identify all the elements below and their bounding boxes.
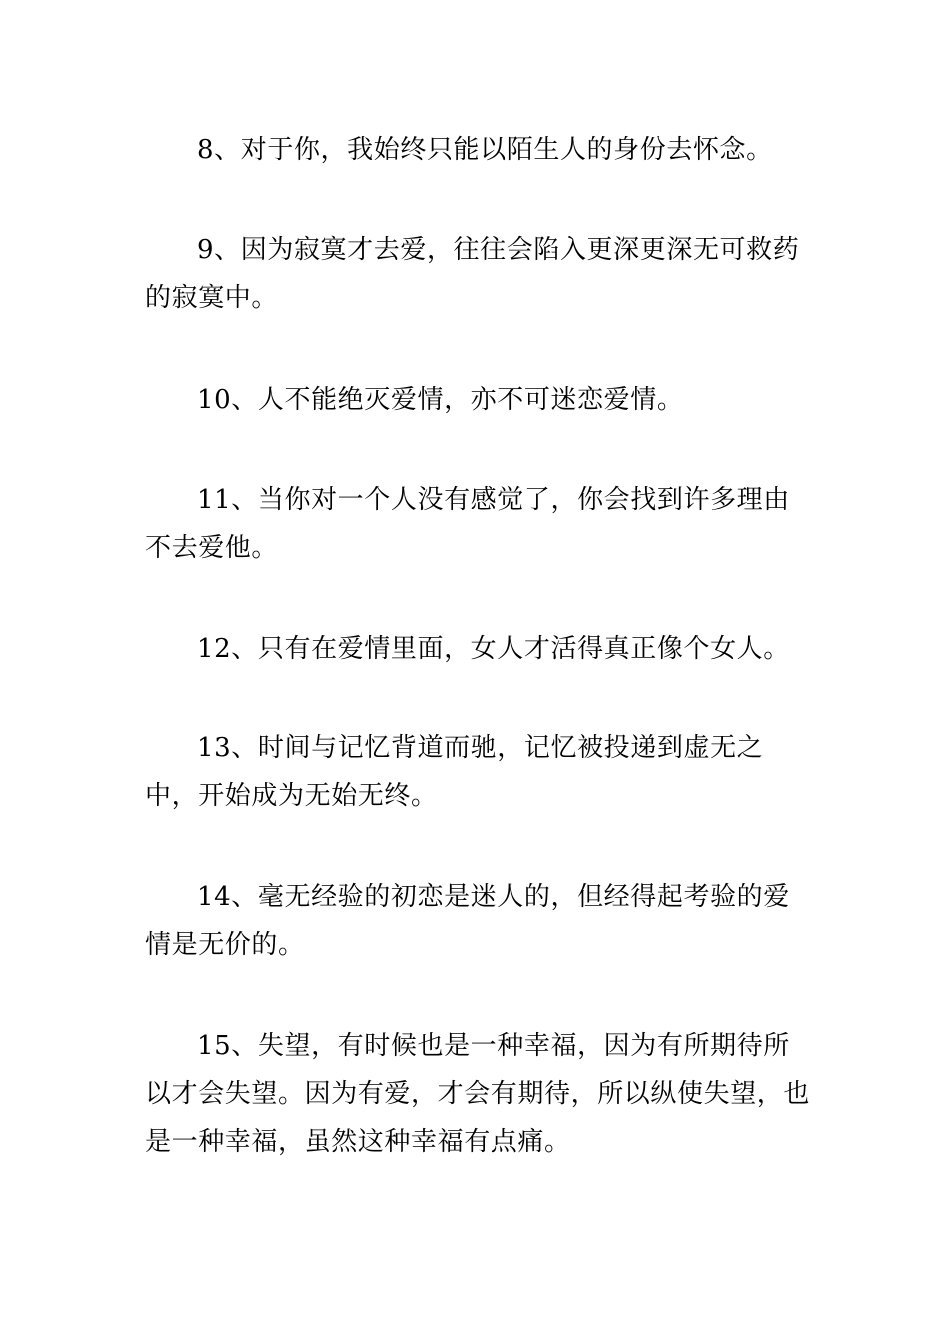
paragraph-item-11: 11、当你对一个人没有感觉了，你会找到许多理由不去爱他。	[145, 485, 790, 563]
paragraph-item-12: 12、只有在爱情里面，女人才活得真正像个女人。	[197, 634, 790, 664]
paragraph-item-8: 8、对于你，我始终只能以陌生人的身份去怀念。	[197, 135, 773, 165]
paragraph-item-13: 13、时间与记忆背道而驰，记忆被投递到虚无之中，开始成为无始无终。	[145, 733, 764, 811]
paragraph-item-15: 15、失望，有时候也是一种幸福，因为有所期待所以才会失望。因为有爱，才会有期待，所以纵使失望，也是一种幸福，虽然这种幸福有点痛。	[145, 1031, 811, 1157]
paragraph-item-10: 10、人不能绝灭爱情，亦不可迷恋爱情。	[197, 385, 684, 415]
paragraph-item-9: 9、因为寂寞才去爱，往往会陷入更深更深无可救药的寂寞中。	[145, 235, 800, 313]
paragraph-item-14: 14、毫无经验的初恋是迷人的，但经得起考验的爱情是无价的。	[145, 882, 790, 960]
